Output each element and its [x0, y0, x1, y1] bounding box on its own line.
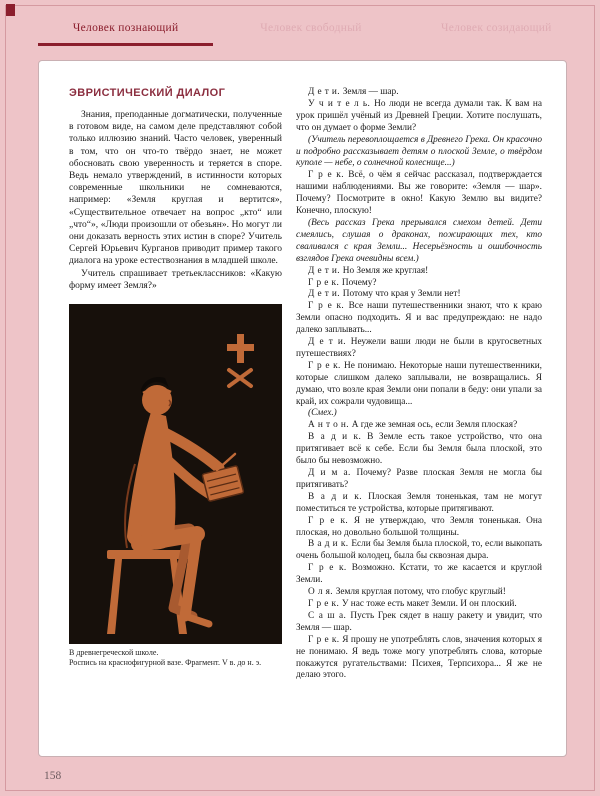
tab-label: Человек познающий	[72, 22, 179, 34]
dialog-line: С а ш а. Пусть Грек сядет в нашу ракету и увидит, что Земля — шар.	[296, 610, 542, 633]
dialog-speaker: Г р е к.	[308, 563, 352, 574]
dialog-line: В а д и к. В Земле есть такое устройство, что она притягивает всё к себе. Если бы Земля была плоской, это было бы невозможно.	[296, 432, 542, 467]
dialog-line: А н т о н. А где же земная ось, если Земля плоская?	[308, 420, 518, 431]
vase-figure	[69, 304, 282, 668]
vase-caption-line1: В древнегреческой школе.	[69, 648, 159, 658]
tab-label: Человек свободный	[260, 22, 362, 34]
dialog-line: Г р е к. У нас тоже есть макет Земли. И он плоский.	[308, 598, 517, 609]
article-title: ЭВРИСТИЧЕСКИЙ ДИАЛОГ	[69, 87, 226, 99]
dialog-line: У ч и т е л ь. Но люди не всегда думали так. К вам на урок пришёл учёный из Древней Греции. Хотите послушать, что он думает о форме Земли?	[296, 98, 542, 133]
dialog-line: Г р е к. Я прошу не употреблять слов, значения которых я не понимаю. Я ведь тоже могу употреблять слова, которые покажутся ругательствами: Психея, Терпсихора... Я же не делаю этого.	[296, 634, 542, 681]
dialog-speaker: А н т о н.	[308, 420, 352, 431]
dialog-line: Д е т и. Земля — шар.	[308, 87, 399, 97]
page-number: 158	[44, 770, 62, 782]
dialog-speaker: У ч и т е л ь.	[308, 98, 375, 109]
dialog-line: В а д и к. Плоская Земля тоненькая, там не могут поместиться те устройства, которые притягивают.	[296, 491, 542, 514]
tab-chelovek-poznayushchiy	[38, 16, 213, 46]
corner-mark	[6, 4, 15, 16]
dialog-speaker: С а ш а.	[308, 610, 351, 621]
dialog-speaker: Д и м а.	[308, 468, 357, 478]
dialog-line: Д е т и. Но Земля же круглая!	[308, 265, 429, 276]
dialog-line: Г р е к. Я не утверждаю, что Земля тоненькая. Она плоская, но довольно большой толщины.	[296, 515, 542, 538]
red-figure-vase-painting-image	[69, 304, 282, 644]
dialog-line: (Учитель перевоплощается в Древнего Грека. Он красочно и подробно рассказывает детям о плоской Земле, о твёрдом куполе — небе, о солнечной колеснице...)	[296, 134, 542, 169]
chapter-tabs	[38, 16, 584, 46]
dialog-speaker: Д е т и.	[308, 337, 351, 348]
left-column	[69, 87, 282, 742]
dialog-line: Г р е к. Все наши путешественники знают, что к краю Земли опасно подходить. Я и вас предупреждаю: не надо далеко заплывать...	[296, 301, 543, 336]
tab-chelovek-sozidayushchiy	[409, 16, 584, 46]
dialog-line: Д и м а. Почему? Разве плоская Земля не могла бы притягивать?	[296, 468, 542, 490]
dialog-speaker: Г р е к.	[308, 360, 344, 371]
dialog-speaker: Д е т и.	[308, 265, 343, 276]
vase-caption-line2: Роспись на краснофигурной вазе. Фрагмент. V в. до н. э.	[69, 658, 262, 668]
dialog-line: О л я. Земля круглая потому, что глобус круглый!	[308, 587, 506, 598]
vase-caption	[69, 648, 282, 668]
dialog-speaker: В а д и к.	[308, 539, 352, 550]
dialog-line: Д е т и. Неужели ваши люди не были в кругосветных путешествиях?	[296, 337, 542, 359]
paragraph: Учитель спрашивает третьеклассников: «Какую форму имеет Земля?»	[69, 268, 282, 291]
dialog-speaker: Г р е к.	[308, 277, 342, 288]
dialog-line: Д е т и. Потому что края у Земли нет!	[308, 289, 461, 300]
dialog-speaker: Д е т и.	[308, 87, 343, 97]
dialog-speaker: Г р е к.	[308, 515, 354, 526]
intro-paragraphs	[69, 109, 282, 292]
dialog-line: Г р е к. Возможно. Кстати, то же касается и круглой Земли.	[296, 563, 542, 586]
dialog-speaker: В а д и к.	[308, 491, 369, 502]
dialog-line: (Смех.)	[308, 408, 337, 419]
dialog-line: (Весь рассказ Грека прерывался смехом детей. Дети смеялись, слушая о драконах, пожирающих тех, кто сваливался с края Земли... Несерьёзность и ошибочность взглядов Грека очевидны всем.)	[296, 217, 542, 264]
dialog-speaker: Г р е к.	[308, 301, 349, 312]
dialog-speaker: Г р е к.	[308, 170, 349, 181]
dialog-line: Г р е к. Всё, о чём я сейчас рассказал, подтверждается нашими наблюдениями. Вы же говорите: «Земля — шар». Почему? Посмотрите в окно! Какую Землю вы видите? Конечно, плоскую!	[296, 170, 542, 217]
dialog-line: В а д и к. Если бы Земля была плоской, то, если выкопать очень большой колодец, была бы сквозная дыра.	[296, 539, 542, 562]
dialog-line: Г р е к. Не понимаю. Некоторые наши путешественники, которые слишком далеко заплывали, не возвращались. Я думаю, что возле края Земли они попали в беду: они упали за край, их сожрали чудовища...	[296, 360, 543, 407]
dialog-speaker: О л я.	[308, 587, 336, 598]
dialog-column	[296, 87, 542, 742]
book-page	[38, 60, 567, 757]
paragraph: Знания, преподанные догматически, полученные в готовом виде, на самом деле представляют собой только иллюзию знаний. Часто человек, уверенный в том, что он что-то твёрдо знает, не может обосновать свою уверенность и теряется в споре. Ведь немало утверждений, в истинности которых современные школьники не сомневаются, например: «Земля круглая и вертится», «Существительное отвечает на вопрос „кто“ или „что“», «Люди произошли от обезьян». Но могут ли они доказать верность этих истин в споре? Учитель Сергей Юрьевич Курганов приводит пример такого диалога на уроке естествознания в младшей школе.	[69, 110, 282, 267]
dialog-speaker: Г р е к.	[308, 634, 343, 645]
dialog-line: Г р е к. Почему?	[308, 277, 377, 288]
dialog-speaker: Д е т и.	[308, 289, 343, 300]
dialog-speaker: Г р е к.	[308, 598, 342, 609]
tab-label: Человек созидающий	[440, 22, 552, 34]
dialog-speaker: В а д и к.	[308, 432, 368, 443]
tab-chelovek-svobodnyy	[223, 16, 398, 46]
